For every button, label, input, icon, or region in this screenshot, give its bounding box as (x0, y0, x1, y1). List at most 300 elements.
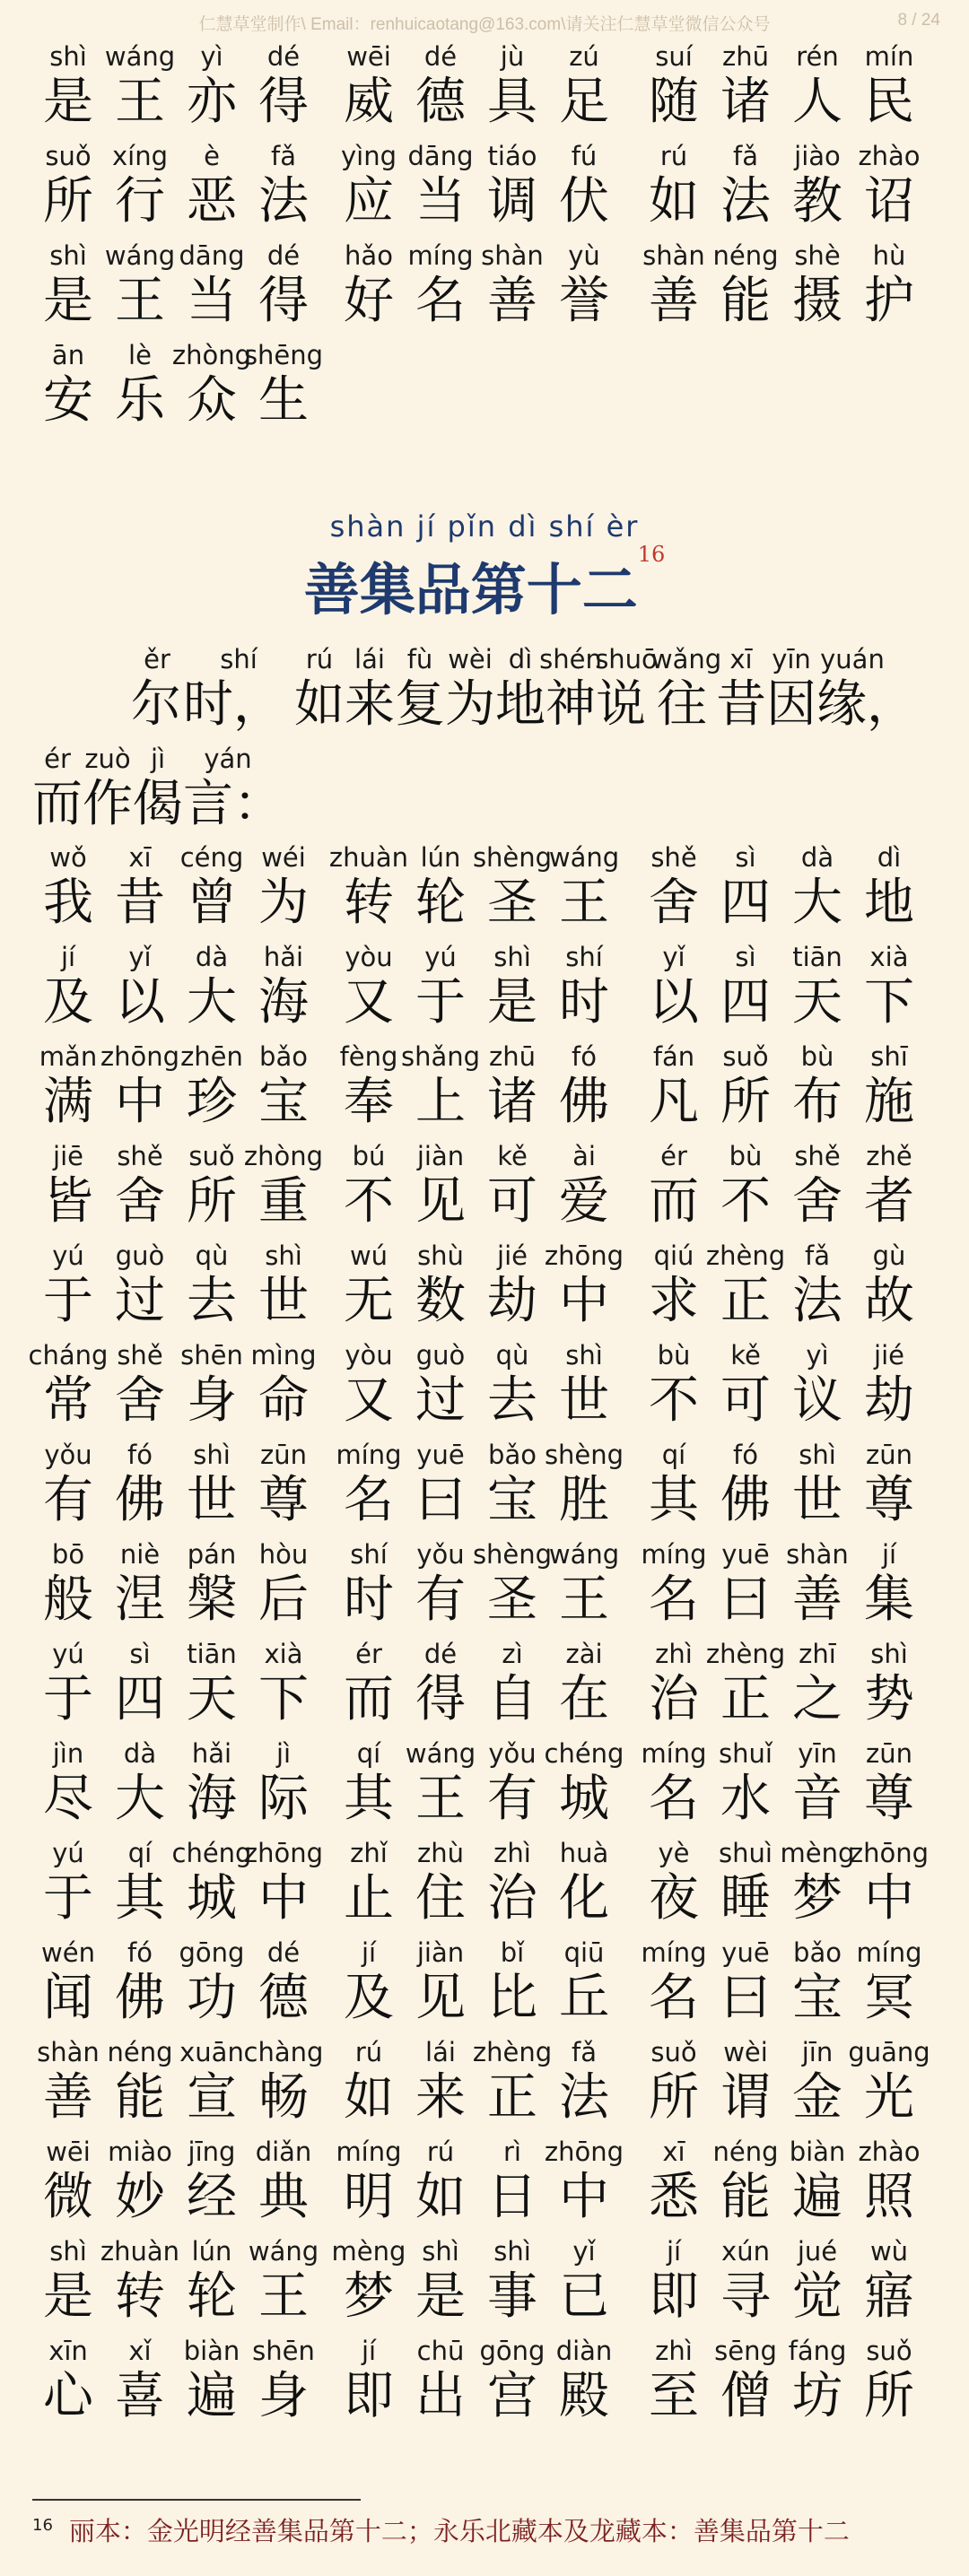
hanzi: 是 (487, 973, 537, 1031)
pinyin: shè (794, 240, 841, 271)
pinyin: shì (799, 1440, 836, 1470)
pinyin: fó (127, 1440, 153, 1470)
hanzi: 无 (344, 1272, 394, 1330)
verse-line (32, 39, 947, 139)
character-cell (104, 1637, 176, 1736)
character-cell (248, 840, 319, 940)
hanzi: 圣 (487, 1571, 537, 1629)
hanzi: 如 (294, 675, 345, 734)
pinyin: jì (150, 744, 166, 774)
character-cell (333, 39, 405, 139)
hanzi: 王 (115, 272, 165, 330)
hanzi: 来 (415, 2068, 466, 2127)
hanzi: 往 (657, 675, 707, 734)
prose-line-2 (32, 742, 284, 841)
hanzi: 海 (187, 1770, 237, 1828)
pinyin: gōng (179, 1937, 245, 1968)
pinyin: rì (503, 2137, 521, 2167)
footnote-divider (32, 2499, 361, 2501)
pinyin: zūn (866, 1738, 912, 1769)
pinyin: wén (41, 1937, 95, 1968)
prose-line-1 (131, 642, 917, 742)
hanzi: 名 (649, 1969, 699, 2027)
pinyin: yú (52, 1838, 84, 1868)
character-cell (705, 1637, 786, 1736)
hanzi: 昔 (716, 675, 766, 734)
hanzi: 尊 (864, 1770, 914, 1828)
pinyin: yòu (345, 1340, 393, 1371)
pinyin: zhuàn (328, 842, 409, 873)
hanzi: 所 (187, 1172, 237, 1231)
pinyin: fó (572, 1041, 597, 1072)
pinyin: shě (650, 842, 697, 873)
hanzi: 王 (258, 2267, 309, 2326)
pinyin: zhǐ (350, 1838, 388, 1868)
pinyin: bǎo (793, 1937, 842, 1968)
pinyin: suǒ (722, 1041, 769, 1072)
hanzi: 有 (43, 1471, 93, 1529)
character-cell (476, 1139, 548, 1239)
pinyin: mìng (250, 1340, 317, 1371)
pinyin: xī (729, 644, 753, 674)
character-cell (400, 1040, 481, 1139)
hanzi: 治 (487, 1869, 537, 1928)
footnote-number: 16 (32, 2516, 53, 2536)
character-cell (176, 1736, 248, 1836)
pinyin: qí (356, 1738, 381, 1769)
hanzi: 时， (183, 675, 284, 734)
pinyin: xià (264, 1639, 303, 1669)
hanzi: 教 (792, 172, 842, 231)
pinyin: bù (800, 1041, 834, 1072)
pinyin: jiàn (416, 1141, 465, 1171)
verse-phrase (333, 1836, 622, 1936)
character-cell (405, 1239, 476, 1338)
verse-phrase (32, 2334, 321, 2433)
pinyin: mèng (331, 2236, 406, 2267)
character-cell (476, 1338, 548, 1438)
hanzi: 于 (43, 1869, 93, 1928)
pinyin: zhòng (171, 340, 252, 370)
hanzi: 当 (187, 272, 237, 330)
hanzi: 治 (649, 1670, 699, 1728)
pinyin: shì (493, 942, 531, 972)
pinyin: wǒ (49, 842, 87, 873)
verse-phrase (638, 139, 927, 239)
character-cell (710, 840, 781, 940)
hanzi: 民 (864, 73, 914, 131)
character-cell (104, 1438, 176, 1537)
hanzi: 尽 (43, 1770, 93, 1828)
hanzi: 诏 (864, 172, 914, 231)
character-cell (32, 2334, 104, 2433)
character-cell (781, 2334, 853, 2433)
character-cell (104, 1736, 176, 1836)
hanzi: 乐 (115, 371, 165, 430)
hanzi: 以 (115, 973, 165, 1031)
hanzi: 经 (187, 2168, 237, 2226)
verse-phrase (32, 840, 321, 940)
verse-phrase (638, 2135, 927, 2234)
hanzi: 圣 (487, 874, 537, 932)
hanzi: 般 (43, 1571, 93, 1629)
verse-phrase (32, 2035, 324, 2135)
hanzi: 名 (649, 1571, 699, 1629)
character-cell (853, 1537, 925, 1637)
pinyin: shì (422, 2236, 459, 2267)
hanzi: 海 (258, 973, 309, 1031)
character-cell (405, 1637, 476, 1736)
hanzi: 畅 (258, 2068, 309, 2127)
pinyin: ài (572, 1141, 596, 1171)
character-cell (248, 39, 319, 139)
pinyin: hǎi (263, 942, 304, 972)
character-cell (548, 1139, 620, 1239)
hanzi: 寤 (864, 2267, 914, 2326)
pinyin: zūn (260, 1440, 307, 1470)
pinyin: fǎ (271, 141, 296, 171)
hanzi: 中 (559, 2168, 609, 2226)
character-cell (472, 1537, 553, 1637)
character-cell (333, 1438, 405, 1537)
hanzi: 曰 (720, 1571, 771, 1629)
character-cell (333, 940, 405, 1040)
pinyin: shàn (786, 1539, 849, 1570)
pinyin: shí (565, 942, 603, 972)
character-cell (638, 1936, 710, 2035)
verse-line (32, 139, 947, 239)
hanzi: 德 (258, 1969, 309, 2027)
pinyin: fǎ (572, 2037, 597, 2067)
pinyin: shě (117, 1141, 163, 1171)
pinyin: zhào (858, 141, 921, 171)
hanzi: 于 (43, 1670, 93, 1728)
pinyin: chéng (171, 1838, 252, 1868)
pinyin: zì (502, 1639, 523, 1669)
verse-phrase (638, 840, 927, 940)
hanzi: 尊 (864, 1471, 914, 1529)
character-cell (405, 139, 476, 239)
hanzi: 来 (345, 675, 395, 734)
hanzi: 身 (258, 2367, 309, 2425)
character-cell (781, 840, 853, 940)
verse-line (32, 1139, 947, 1239)
pinyin: wù (869, 2236, 909, 2267)
pinyin: néng (712, 240, 779, 271)
pinyin: tiān (187, 1639, 237, 1669)
top-verse-block (32, 39, 947, 438)
hanzi: 正 (720, 1272, 771, 1330)
pinyin: yǐ (662, 942, 685, 972)
character-cell (853, 1438, 925, 1537)
hanzi: 而 (649, 1172, 699, 1231)
hanzi: 明 (344, 2168, 394, 2226)
pinyin: xuān (179, 2037, 244, 2067)
character-cell (781, 1537, 853, 1637)
pinyin: jué (797, 2236, 838, 2267)
pinyin: mǎn (39, 1041, 98, 1072)
character-cell (248, 1736, 319, 1836)
pinyin: jì (275, 1738, 292, 1769)
character-cell (248, 2234, 319, 2334)
character-cell (853, 840, 925, 940)
pinyin: fáng (788, 2336, 847, 2366)
character-cell (548, 1936, 620, 2035)
character-cell (333, 1637, 405, 1736)
character-cell (853, 39, 925, 139)
hanzi: 能 (720, 272, 771, 330)
hanzi: 城 (559, 1770, 609, 1828)
hanzi: 善 (43, 2068, 93, 2127)
hanzi: 下 (864, 973, 914, 1031)
pinyin: ér (660, 1141, 687, 1171)
character-cell (781, 2234, 853, 2334)
pinyin: dé (423, 1639, 458, 1669)
hanzi: 具 (487, 73, 537, 131)
character-cell (781, 1936, 853, 2035)
character-cell (248, 239, 319, 338)
character-cell (248, 2334, 319, 2433)
hanzi: 微 (43, 2168, 93, 2226)
footnote-reference[interactable]: 16 (637, 542, 666, 567)
verse-phrase (638, 1836, 930, 1936)
hanzi: 有 (415, 1571, 466, 1629)
pinyin: shí (220, 644, 258, 674)
pinyin: míng (336, 2137, 402, 2167)
character-cell (333, 239, 405, 338)
pinyin: zhù (417, 1838, 464, 1868)
hanzi: 际 (258, 1770, 309, 1828)
verse-phrase (333, 1139, 622, 1239)
hanzi: 不 (649, 1371, 699, 1430)
page-number: 8 / 24 (897, 11, 940, 30)
hanzi: 我 (43, 874, 93, 932)
hanzi: 四 (720, 973, 771, 1031)
hanzi: 比 (487, 1969, 537, 2027)
pinyin: dé (266, 240, 301, 271)
character-cell (176, 1637, 248, 1736)
pinyin: lún (420, 842, 461, 873)
hanzi: 施 (864, 1073, 914, 1131)
verse-phrase (333, 139, 622, 239)
character-cell (243, 1836, 324, 1936)
pinyin: shě (794, 1141, 841, 1171)
hanzi: 世 (187, 1471, 237, 1529)
pinyin: míng (641, 1539, 707, 1570)
character-cell (476, 1040, 548, 1139)
pinyin: sì (735, 942, 756, 972)
character-cell (638, 1438, 710, 1537)
hanzi: 其 (649, 1471, 699, 1529)
pinyin: wèi (448, 644, 493, 674)
hanzi: 在 (559, 1670, 609, 1728)
hanzi: 得 (258, 73, 309, 131)
pinyin: bù (657, 1340, 691, 1371)
character-cell (544, 2135, 624, 2234)
pinyin: dì (508, 644, 533, 674)
character-cell (781, 2035, 853, 2135)
hanzi: 金 (792, 2068, 842, 2127)
pinyin: yuē (416, 1440, 465, 1470)
character-cell (405, 2234, 476, 2334)
hanzi: 王 (559, 874, 609, 932)
character-cell (781, 1736, 853, 1836)
hanzi: 名 (415, 272, 466, 330)
chapter-title (0, 542, 969, 625)
verse-phrase (333, 2135, 622, 2234)
character-cell (710, 1537, 781, 1637)
hanzi: 睡 (720, 1869, 771, 1928)
pinyin: yán (204, 744, 252, 774)
hanzi: 随 (649, 73, 699, 131)
pinyin: hù (872, 240, 906, 271)
hanzi: 宣 (187, 2068, 237, 2127)
pinyin: bō (51, 1539, 85, 1570)
pinyin: zhì (655, 1639, 693, 1669)
verse-phrase (328, 840, 622, 940)
verse-line (32, 1537, 947, 1637)
hanzi: 所 (43, 172, 93, 231)
hanzi: 事 (487, 2267, 537, 2326)
character-cell (544, 1736, 624, 1836)
pinyin: pán (187, 1539, 237, 1570)
pinyin: shù (417, 1240, 464, 1271)
prose-word (183, 642, 294, 742)
hanzi: 所 (864, 2367, 914, 2425)
character-cell (248, 139, 319, 239)
pinyin: dāng (407, 141, 474, 171)
hanzi: 闻 (43, 1969, 93, 2027)
verse-phrase (333, 239, 622, 338)
hanzi: 誉 (559, 272, 609, 330)
pinyin: sì (735, 842, 756, 873)
verse-phrase (32, 2135, 321, 2234)
verse-line (32, 2035, 947, 2135)
pinyin: qiú (653, 1240, 694, 1271)
hanzi: 能 (720, 2168, 771, 2226)
character-cell (32, 1239, 104, 1338)
character-cell (333, 1239, 405, 1338)
character-cell (28, 1338, 109, 1438)
pinyin: yè (658, 1838, 690, 1868)
pinyin: shì (49, 2236, 87, 2267)
hanzi: 四 (720, 874, 771, 932)
pinyin: huà (559, 1838, 609, 1868)
pinyin: zhōng (544, 1240, 624, 1271)
hanzi: 后 (258, 1571, 309, 1629)
hanzi: 诸 (720, 73, 771, 131)
character-cell (248, 1040, 319, 1139)
hanzi: 时 (344, 1571, 394, 1629)
hanzi: 调 (487, 172, 537, 231)
character-cell (32, 1438, 104, 1537)
character-cell (171, 338, 252, 438)
pinyin: kě (730, 1340, 761, 1371)
character-cell (548, 39, 620, 139)
character-cell (710, 1936, 781, 2035)
character-cell (248, 1438, 319, 1537)
character-cell (548, 139, 620, 239)
verse-phrase (32, 2234, 321, 2334)
character-cell (638, 39, 710, 139)
character-cell (176, 139, 248, 239)
character-cell (638, 840, 710, 940)
character-cell (32, 1836, 104, 1936)
character-cell (243, 1139, 324, 1239)
character-cell (638, 1637, 710, 1736)
pinyin: zhū (722, 41, 769, 72)
pinyin: shǎng (400, 1041, 481, 1072)
pinyin: shì (49, 41, 87, 72)
pinyin: zhèng (705, 1639, 786, 1669)
character-cell (853, 2334, 925, 2433)
pinyin: zhēn (180, 1041, 243, 1072)
hanzi: 护 (864, 272, 914, 330)
pinyin: míng (641, 1738, 707, 1769)
verse-phrase (333, 940, 622, 1040)
verse-line (32, 940, 947, 1040)
hanzi: 作 (83, 775, 133, 833)
character-cell (476, 2234, 548, 2334)
pinyin: shuǐ (719, 1738, 773, 1769)
pinyin: yǒu (44, 1440, 92, 1470)
hanzi: 宝 (258, 1073, 309, 1131)
hanzi: 重 (258, 1172, 309, 1231)
pinyin: wéi (261, 842, 306, 873)
pinyin: fǎ (805, 1240, 830, 1271)
character-cell (176, 1239, 248, 1338)
hanzi: 丘 (559, 1969, 609, 2027)
pinyin: kě (497, 1141, 528, 1171)
character-cell (176, 1139, 248, 1239)
pinyin: ér (44, 744, 71, 774)
character-cell (248, 1637, 319, 1736)
character-cell (405, 1139, 476, 1239)
verse-phrase (638, 1438, 927, 1537)
character-cell (176, 1438, 248, 1537)
character-cell (176, 1537, 248, 1637)
hanzi: 集 (864, 1571, 914, 1629)
character-cell (548, 1537, 620, 1637)
character-cell (171, 1836, 252, 1936)
character-cell (472, 840, 553, 940)
hanzi: 安 (43, 371, 93, 430)
character-cell (548, 2035, 620, 2135)
character-cell (781, 1338, 853, 1438)
character-cell (333, 1537, 405, 1637)
hanzi: 及 (43, 973, 93, 1031)
character-cell (638, 239, 710, 338)
hanzi: 功 (187, 1969, 237, 2027)
pinyin: qù (195, 1240, 229, 1271)
pinyin: tiáo (487, 141, 537, 171)
pinyin: sì (129, 1639, 151, 1669)
hanzi: 于 (43, 1272, 93, 1330)
pinyin: lái (354, 644, 385, 674)
pinyin: shàn (642, 240, 705, 271)
pinyin: xī (128, 842, 152, 873)
hanzi: 夜 (649, 1869, 699, 1928)
hanzi: 音 (792, 1770, 842, 1828)
character-cell (248, 2135, 319, 2234)
pinyin: fó (127, 1937, 153, 1968)
pinyin: wǎng (650, 644, 722, 674)
verse-phrase (333, 39, 622, 139)
verse-line (32, 338, 947, 438)
hanzi: 常 (43, 1371, 93, 1430)
hanzi: 可 (720, 1371, 771, 1430)
verse-line (32, 239, 947, 338)
